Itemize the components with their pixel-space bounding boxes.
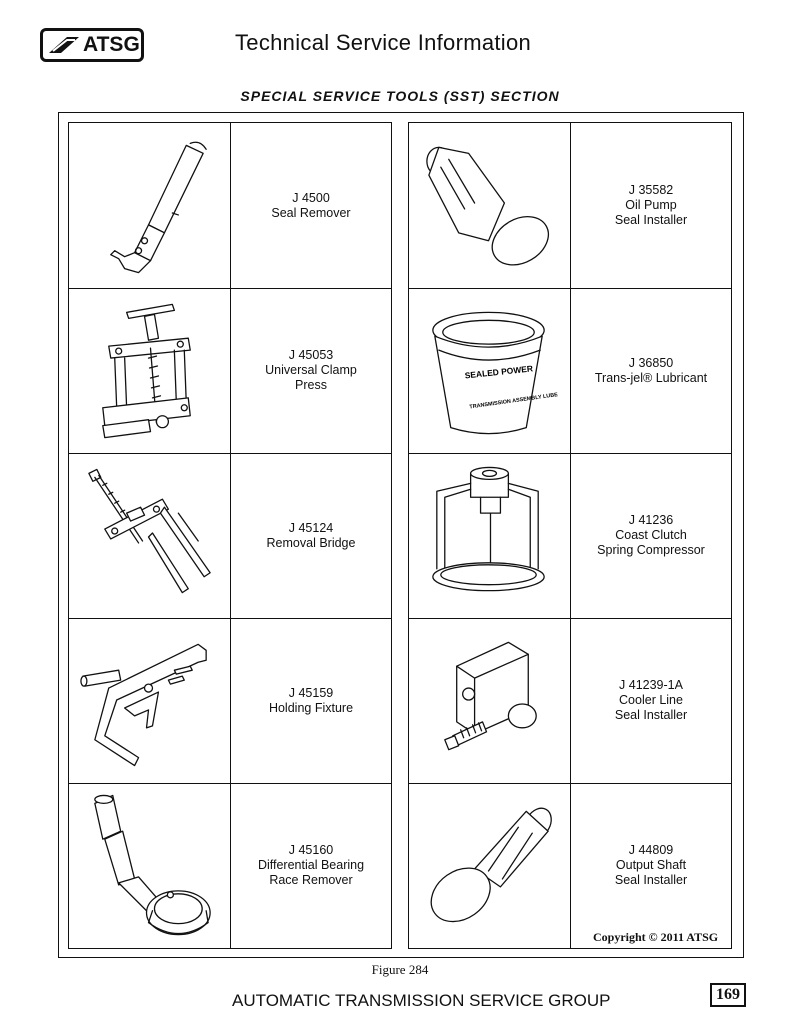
cooler-line-installer-illustration: [409, 618, 571, 783]
race-remover-illustration: [69, 783, 231, 948]
output-shaft-installer-illustration: [409, 783, 571, 948]
tool-name: Output Shaft: [615, 858, 687, 872]
tool-name: Cooler Line: [619, 693, 683, 707]
holding-fixture-icon: [69, 618, 230, 783]
tool-name: Coast Clutch: [615, 528, 687, 542]
tool-number: J 45124: [288, 520, 334, 535]
tool-number: J 4500: [292, 190, 330, 205]
tool-name-line2: Seal Installer: [614, 213, 688, 227]
tool-label: [231, 453, 391, 618]
removal-bridge-icon: [69, 453, 230, 618]
section-title: SPECIAL SERVICE TOOLS (SST) SECTION: [240, 88, 560, 104]
tool-label: [571, 453, 731, 618]
tool-number: J 36850: [628, 355, 674, 370]
copyright-notice: Copyright © 2011 ATSG: [593, 930, 719, 944]
tool-number: J 41236: [628, 513, 674, 527]
spring-compressor-icon: [409, 453, 570, 618]
tool-label: [231, 123, 391, 288]
tool-number: J 35582: [628, 183, 674, 197]
lubricant-tub-illustration: [409, 288, 571, 453]
holding-fixture-illustration: [69, 618, 231, 783]
atsg-logo-icon: [47, 33, 81, 57]
tool-name: Seal Remover: [271, 205, 351, 220]
tool-number: J 41239-1A: [619, 678, 683, 692]
tool-name: Trans-jel® Lubricant: [594, 370, 708, 385]
logo-text: ATSG: [83, 33, 140, 56]
tools-table-left: [68, 122, 392, 949]
removal-bridge-illustration: [69, 453, 231, 618]
tool-number: J 44809: [628, 843, 674, 857]
lube-product: TRANSMISSION ASSEMBLY LUBE: [469, 392, 559, 411]
cooler-line-installer-icon: [409, 618, 570, 783]
tool-label: [231, 288, 391, 453]
tool-name: Holding Fixture: [268, 700, 354, 715]
tool-number: J 45053: [288, 348, 334, 362]
page-number: 169: [710, 983, 746, 1007]
seal-remover-icon: [69, 123, 230, 288]
tool-label: [571, 618, 731, 783]
tool-label: [571, 783, 731, 948]
race-remover-icon: [69, 783, 230, 948]
seal-remover-illustration: [69, 123, 231, 288]
atsg-logo: [40, 28, 144, 62]
clamp-press-icon: [69, 288, 230, 453]
oil-pump-seal-installer-illustration: [409, 123, 571, 288]
tool-name-line2: Spring Compressor: [597, 543, 705, 557]
tool-name: Universal Clamp: [265, 363, 357, 377]
tool-name: Differential Bearing: [257, 858, 365, 872]
spring-compressor-illustration: [409, 453, 571, 618]
lubricant-tub-icon: [409, 288, 570, 453]
tool-name: Removal Bridge: [266, 535, 356, 550]
tool-label: [571, 288, 731, 453]
clamp-press-illustration: [69, 288, 231, 453]
tool-name-line2: Seal Installer: [614, 873, 688, 887]
tool-number: J 45159: [288, 685, 334, 700]
tool-label: [231, 783, 391, 948]
output-shaft-installer-icon: [409, 783, 570, 948]
tools-table-right: [408, 122, 732, 949]
lube-brand: SEALED POWER: [464, 363, 534, 381]
page-title: Technical Service Information: [235, 30, 532, 55]
seal-installer-icon: [409, 123, 570, 288]
tool-name-line2: Seal Installer: [614, 708, 688, 722]
tool-label: [571, 123, 731, 288]
tool-name: Oil Pump: [625, 198, 677, 212]
footer-text: AUTOMATIC TRANSMISSION SERVICE GROUP: [232, 991, 611, 1010]
figure-caption: Figure 284: [371, 962, 429, 977]
tool-name-line2: Press: [295, 378, 327, 392]
tool-label: [231, 618, 391, 783]
tool-number: J 45160: [288, 843, 334, 857]
tool-name-line2: Race Remover: [269, 873, 353, 887]
